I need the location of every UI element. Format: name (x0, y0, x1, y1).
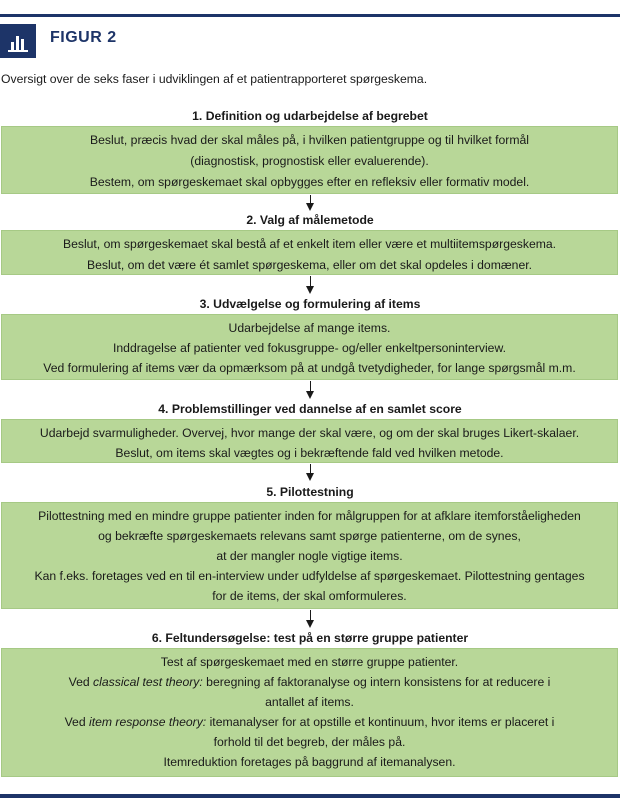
stage-6-line-italic: item response theory: (89, 715, 207, 729)
stage-6-line: forhold til det begreb, der måles på. (213, 735, 406, 749)
stage-2-line: Beslut, om spørgeskemaet skal bestå af et enkelt item eller være et multiitemspørgeskema. (62, 237, 557, 251)
stage-6-line-text: beregning af faktoranalyse og intern konsistens for at reducere i (206, 675, 551, 689)
stage-1-title: 1. Definition og udarbejdelse af begrebet (192, 109, 428, 123)
stage-3-line: Inddragelse af patienter ved fokusgruppe- og/eller enkeltpersoninterview. (113, 341, 506, 355)
stage-4-title: 4. Problemstillinger ved dannelse af en samlet score (158, 402, 462, 416)
stage-1-line: Beslut, præcis hvad der skal måles på, i hvilken patientgruppe og til hvilket formål (90, 133, 529, 147)
stage-2-line: Beslut, om det være ét samlet spørgeskema, eller om det skal opdeles i domæner. (86, 258, 533, 272)
flow-arrow (306, 464, 315, 481)
figure-title: FIGUR 2 (50, 29, 117, 46)
stage-5-line: Pilottestning med en mindre gruppe patienter inden for målgruppen for at afklare itemforståeligheden (38, 509, 581, 523)
flow-arrow (306, 381, 315, 399)
stage-1-line: Bestem, om spørgeskemaet skal opbygges efter en refleksiv eller formativ model. (89, 175, 530, 189)
stage-5-line: at der mangler nogle vigtige items. (216, 549, 403, 563)
stage-2-box (1, 230, 618, 275)
stage-6-line (2, 672, 617, 692)
stage-5-line: for de items, der skal omformuleres. (212, 589, 407, 603)
stage-6-line-prefix: Ved (64, 715, 89, 729)
stage-6-line: Itemreduktion foretages på baggrund af itemanalysen. (163, 755, 456, 769)
stage-3-line: Udarbejdelse af mange items. (228, 321, 391, 335)
stage-6-box (1, 648, 618, 777)
bar-chart-icon (0, 24, 36, 58)
stage-1-box (1, 126, 618, 194)
stage-4-line: Beslut, om items skal vægtes og i bekræftende fald ved hvilken metode. (115, 446, 504, 460)
stage-5-line: Kan f.eks. foretages ved en til en-interview under udfyldelse af spørgeskemaet. Pilottestning gentages (34, 569, 585, 583)
stage-4-box (1, 419, 618, 463)
stage-1-line: (diagnostisk, prognostisk eller evaluerende). (190, 154, 429, 168)
top-rule (0, 14, 620, 17)
figure-header (0, 24, 620, 60)
stage-6-line-italic: classical test theory: (93, 675, 203, 689)
stage-6-line (2, 712, 617, 732)
stage-3-box (1, 314, 618, 380)
stage-6-title: 6. Feltundersøgelse: test på en større gruppe patienter (151, 631, 469, 645)
figure-caption: Oversigt over de seks faser i udviklingen af et patientrapporteret spørgeskema. (1, 72, 428, 86)
stage-6-line: Test af spørgeskemaet med en større gruppe patienter. (160, 655, 459, 669)
stage-5-title: 5. Pilottestning (266, 485, 354, 499)
stage-6-line-prefix: Ved (68, 675, 94, 689)
flow-arrow (306, 276, 315, 294)
stage-6-line-text: itemanalyser for at opstille et kontinuum, hvor items er placeret i (209, 715, 555, 729)
stage-2-title: 2. Valg af målemetode (246, 213, 374, 227)
stage-5-line: og bekræfte spørgeskemaets relevans samt spørge patienterne, om de synes, (98, 529, 521, 543)
stage-4-line: Udarbejd svarmuligheder. Overvej, hvor mange der skal være, og om der skal bruges Likert-skalaer. (39, 426, 580, 440)
stage-5-box (1, 502, 618, 609)
stage-6-line: antallet af items. (265, 695, 354, 709)
stage-3-title: 3. Udvælgelse og formulering af items (199, 297, 421, 311)
flow-arrow (306, 195, 315, 211)
flow-arrow (306, 610, 315, 628)
stage-3-line: Ved formulering af items vær da opmærksom på at undgå tvetydigheder, for lange spørgsmål m.m. (43, 361, 576, 375)
bottom-rule (0, 794, 620, 798)
